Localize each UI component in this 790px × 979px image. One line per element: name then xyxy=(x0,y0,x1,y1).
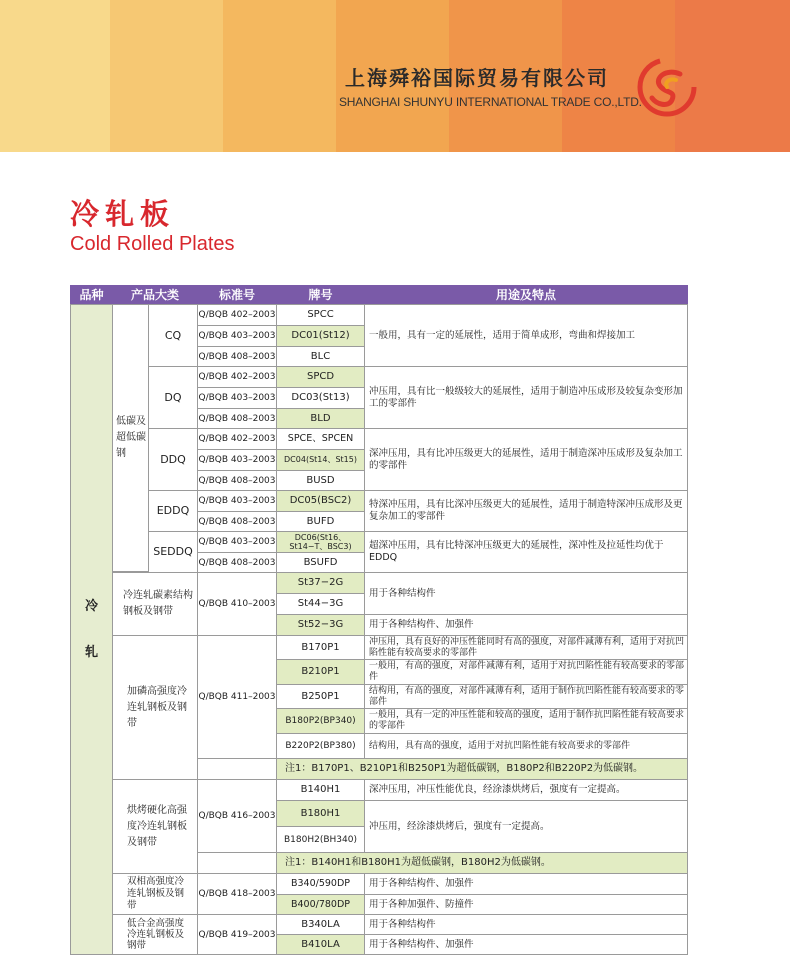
subcat-eddq: EDDQ xyxy=(148,490,198,532)
pinzhong-char: 冷 xyxy=(84,598,98,614)
standard-cell: Q/BQB 410–2003 xyxy=(197,572,277,636)
grade-cell: B410LA xyxy=(276,934,365,955)
standard-cell: Q/BQB 402–2003 xyxy=(197,304,277,326)
pinzhong-char: 轧 xyxy=(84,644,98,660)
grade-cell: B180P2(BP340) xyxy=(276,708,365,734)
grade-cell: DC03(St13) xyxy=(276,387,365,409)
standard-cell: Q/BQB 411–2003 xyxy=(197,635,277,759)
standard-cell: Q/BQB 403–2003 xyxy=(197,387,277,409)
banner-stripe xyxy=(110,0,223,152)
usage-cell: 用于各种结构件、加强件 xyxy=(364,614,688,636)
grade-cell: SPCC xyxy=(276,304,365,326)
usage-cell: 用于各种加强件、防撞件 xyxy=(364,894,688,915)
company-name-cn: 上海舜裕国际贸易有限公司 xyxy=(345,66,609,90)
grade-cell: DC06(St16、St14−T、BSC3) xyxy=(276,531,365,553)
grade-cell: B210P1 xyxy=(276,659,365,685)
standard-cell: Q/BQB 416–2003 xyxy=(197,779,277,853)
standard-cell: Q/BQB 403–2003 xyxy=(197,449,277,471)
usage-cell: 一般用，有高的强度，对部件减薄有利，适用于对抗凹陷性能有较高要求的零部件 xyxy=(364,659,688,685)
company-logo-icon xyxy=(636,56,698,118)
standard-cell: Q/BQB 408–2003 xyxy=(197,511,277,532)
grade-cell: B180H2(BH340) xyxy=(276,826,365,853)
grade-cell: DC04(St14、St15) xyxy=(276,449,365,471)
standard-cell: Q/BQB 403–2003 xyxy=(197,325,277,347)
usage-cell: 用于各种结构件、加强件 xyxy=(364,934,688,955)
category-low-carbon: 低碳及超低碳钢 xyxy=(112,304,149,572)
usage-cell: 用于各种结构件 xyxy=(364,914,688,935)
grade-cell: BSUFD xyxy=(276,552,365,573)
category-cold-structural: 冷连轧碳素结构钢板及钢带 xyxy=(112,572,198,636)
grade-cell: B170P1 xyxy=(276,635,365,660)
page-title-cn: 冷轧板 xyxy=(70,197,176,231)
grade-cell: B140H1 xyxy=(276,779,365,801)
grade-cell: DC01(St12) xyxy=(276,325,365,347)
standard-cell: Q/BQB 408–2003 xyxy=(197,408,277,429)
grade-cell: SPCE、SPCEN xyxy=(276,428,365,450)
grade-cell: SPCD xyxy=(276,366,365,388)
grade-cell: B220P2(BP380) xyxy=(276,733,365,759)
grade-cell: B250P1 xyxy=(276,684,365,709)
standard-cell: Q/BQB 418–2003 xyxy=(197,873,277,915)
standard-cell: Q/BQB 403–2003 xyxy=(197,490,277,512)
subcat-dq: DQ xyxy=(148,366,198,429)
grade-cell: St37−2G xyxy=(276,572,365,594)
grade-cell: B340/590DP xyxy=(276,873,365,895)
header-usage: 用途及特点 xyxy=(364,285,688,305)
standard-cell: Q/BQB 402–2003 xyxy=(197,366,277,388)
usage-cell: 用于各种结构件、加强件 xyxy=(364,873,688,895)
usage-cell: 一般用，具有一定的延展性，适用于简单成形，弯曲和焊接加工 xyxy=(364,304,688,367)
header-banner xyxy=(0,0,790,152)
grade-cell: DC05(BSC2) xyxy=(276,490,365,512)
standard-cell: Q/BQB 419–2003 xyxy=(197,914,277,955)
standard-cell: Q/BQB 408–2003 xyxy=(197,470,277,491)
usage-cell: 冲压用，具有良好的冲压性能同时有高的强度，对部件减薄有利，适用于对抗凹陷性能有较高要求的零部件 xyxy=(364,635,688,660)
grade-cell: B340LA xyxy=(276,914,365,935)
category-rephosphorized: 加磷高强度冷连轧钢板及钢带 xyxy=(112,635,198,780)
page-title-en: Cold Rolled Plates xyxy=(70,233,235,255)
usage-cell: 冲压用，经涂漆烘烤后，强度有一定提高。 xyxy=(364,800,688,853)
subcat-cq: CQ xyxy=(148,304,198,367)
header-category: 产品大类 xyxy=(112,285,198,305)
cold-rolled-table xyxy=(70,285,688,955)
grade-cell: BLD xyxy=(276,408,365,429)
usage-cell: 用于各种结构件 xyxy=(364,572,688,615)
category-hsla: 低合金高强度冷连轧钢板及钢带 xyxy=(112,914,198,955)
usage-cell: 深冲压用，冲压性能优良，经涂漆烘烤后，强度有一定提高。 xyxy=(364,779,688,801)
grade-cell: St52−3G xyxy=(276,614,365,636)
standard-cell: Q/BQB 403–2003 xyxy=(197,531,277,553)
standard-cell: Q/BQB 408–2003 xyxy=(197,552,277,573)
grade-cell: St44−3G xyxy=(276,593,365,615)
header-pinzhong: 品种 xyxy=(70,285,113,305)
banner-stripe xyxy=(0,0,110,152)
company-name-en: SHANGHAI SHUNYU INTERNATIONAL TRADE CO.,LTD. xyxy=(339,95,642,109)
subcat-seddq: SEDDQ xyxy=(148,531,198,573)
grade-cell: B180H1 xyxy=(276,800,365,827)
header-standard: 标准号 xyxy=(197,285,277,305)
header-grade: 牌号 xyxy=(276,285,365,305)
usage-cell: 特深冲压用，具有比深冲压级更大的延展性，适用于制造特深冲压成形及更复杂加工的零部件 xyxy=(364,490,688,532)
usage-cell: 冲压用，具有比一般级较大的延展性，适用于制造冲压成形及较复杂变形加工的零部件 xyxy=(364,366,688,429)
category-dual-phase: 双相高强度冷连轧钢板及钢带 xyxy=(112,873,198,915)
standard-cell: Q/BQB 408–2003 xyxy=(197,346,277,367)
pinzhong-cell xyxy=(70,304,113,955)
usage-cell: 超深冲压用，具有比特深冲压级更大的延展性，深冲性及拉延性均优于EDDQ xyxy=(364,531,688,573)
note-row: 注1：B170P1、B210P1和B250P1为超低碳钢，B180P2和B220P2为低碳钢。 xyxy=(276,758,688,780)
standard-cell: Q/BQB 402–2003 xyxy=(197,428,277,450)
usage-cell: 结构用，具有高的强度，适用于对抗凹陷性能有较高要求的零部件 xyxy=(364,733,688,759)
grade-cell: BUFD xyxy=(276,511,365,532)
grade-cell: BLC xyxy=(276,346,365,367)
usage-cell: 深冲压用，具有比冲压级更大的延展性，适用于制造深冲压成形及复杂加工的零部件 xyxy=(364,428,688,491)
category-bake-hardening: 烘烤硬化高强度冷连轧钢板及钢带 xyxy=(112,779,198,874)
usage-cell: 一般用，具有一定的冲压性能和较高的强度，适用于制作抗凹陷性能有较高要求的零部件 xyxy=(364,708,688,734)
usage-cell: 结构用，有高的强度，对部件减薄有利，适用于制作抗凹陷性能有较高要求的零部件 xyxy=(364,684,688,709)
grade-cell: B400/780DP xyxy=(276,894,365,915)
subcat-ddq: DDQ xyxy=(148,428,198,491)
note-row: 注1：B140H1和B180H1为超低碳钢，B180H2为低碳钢。 xyxy=(276,852,688,874)
grade-cell: BUSD xyxy=(276,470,365,491)
banner-stripe xyxy=(223,0,336,152)
